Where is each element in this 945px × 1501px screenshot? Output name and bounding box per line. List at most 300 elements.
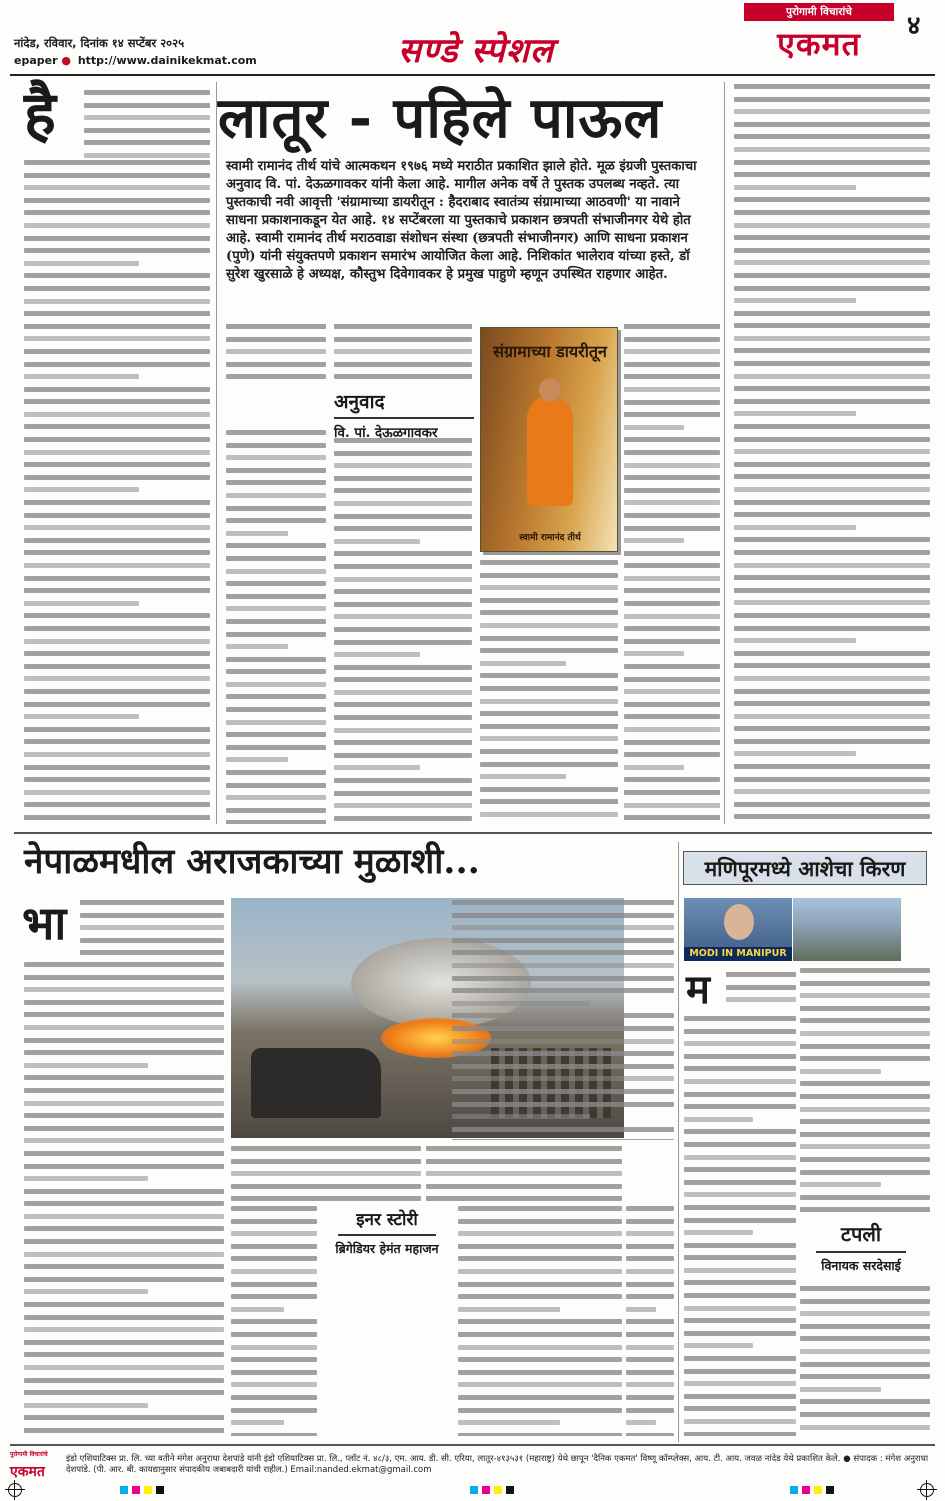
text-line [458,1370,622,1375]
article1-dropcap: है [24,79,56,149]
swami-portrait [527,396,573,506]
text-line [452,1013,674,1018]
text-line [624,362,720,367]
text-line [24,311,210,316]
text-line [734,185,856,190]
text-line [624,500,720,505]
text-line [734,286,930,291]
text-line [626,1332,674,1337]
text-line [734,223,930,228]
text-line [24,1226,224,1231]
text-line [624,702,720,707]
text-line [624,437,720,442]
text-line [226,606,326,611]
text-line [800,1374,930,1379]
text-line [734,386,930,391]
text-line [24,1264,224,1269]
text-line [334,614,472,619]
text-line [334,803,472,808]
text-line [24,286,210,291]
text-line [24,299,210,304]
text-line [684,1306,796,1311]
text-line [734,109,930,114]
text-line [24,1390,224,1395]
text-line [226,349,326,354]
color-swatch [494,1486,502,1494]
text-line [684,1205,796,1210]
article2-body-col2-top [231,1146,421,1202]
color-swatch [132,1486,140,1494]
text-line [684,1054,796,1059]
text-line [734,600,930,605]
text-line [624,425,684,430]
text-line [480,610,618,615]
article3-body-col1 [684,1016,796,1436]
text-line [624,626,720,631]
text-line [226,783,326,788]
text-line [226,374,326,379]
text-line [426,1146,622,1151]
text-line [334,337,472,342]
article1-body-col2-top [226,324,326,386]
text-line [226,455,326,460]
text-line [684,1192,796,1197]
text-line [734,84,930,89]
text-line [24,752,210,757]
article2-body-col2 [231,1206,317,1436]
imprint-footer [0,1450,945,1501]
text-line [231,1146,421,1151]
text-line [226,443,326,448]
text-line [800,1006,930,1011]
text-line [624,664,720,669]
text-line [231,1294,317,1299]
article3-body-col1-top [726,972,796,1012]
column-rule [678,842,679,1442]
text-line [734,487,930,492]
text-line [24,576,210,581]
text-line [734,424,930,429]
text-line [24,1126,224,1131]
text-line [624,790,720,795]
text-line [24,1315,224,1320]
text-line [24,802,210,807]
text-line [624,677,720,682]
text-line [334,765,420,770]
text-line [334,816,472,821]
text-line [452,1076,674,1081]
text-line [734,197,930,202]
text-line [684,1029,796,1034]
text-line [480,560,618,565]
text-line [480,812,618,817]
text-line [226,581,326,586]
book-cover-image [480,327,618,552]
text-line [624,349,720,354]
article3-body-col2 [800,968,930,1212]
text-line [624,513,720,518]
text-line [24,550,210,555]
text-line [24,1327,224,1332]
text-line [24,1025,224,1030]
text-line [734,147,930,152]
text-line [231,1357,317,1362]
text-line [231,1282,317,1287]
text-line [726,997,796,1002]
color-swatch [470,1486,478,1494]
text-line [80,950,224,955]
color-swatch [156,1486,164,1494]
text-line [334,728,472,733]
text-line [226,468,326,473]
text-line [624,337,720,342]
text-line [24,1365,224,1370]
text-line [452,925,674,930]
text-line [231,1244,317,1249]
text-line [734,323,930,328]
text-line [24,1415,224,1420]
text-line [480,724,618,729]
text-line [684,1318,796,1323]
text-line [684,1092,796,1097]
epaper-link[interactable] [14,54,257,67]
text-line [24,475,210,480]
text-line [231,1184,421,1189]
text-line [684,1280,796,1285]
text-line [24,613,210,618]
text-line [626,1345,674,1350]
text-line [734,210,930,215]
text-line [480,573,618,578]
text-line [334,791,472,796]
byline-rule [338,1234,436,1236]
text-line [800,1081,930,1086]
translation-label: अनुवाद [334,388,474,419]
text-line [24,651,210,656]
text-line [24,1164,224,1169]
text-line [226,619,326,624]
text-line [800,1299,930,1304]
text-line [24,727,210,732]
text-line [800,1044,930,1049]
text-line [684,1394,796,1399]
masthead [0,0,945,76]
article1-body-col2 [226,430,326,824]
text-line [800,1336,930,1341]
text-line [480,686,618,691]
text-line [734,374,930,379]
text-line [734,97,930,102]
footer-logo [10,1452,58,1480]
text-line [334,715,472,720]
text-line [800,1031,930,1036]
text-line [800,1362,930,1367]
text-line [458,1269,622,1274]
text-line [480,598,618,603]
color-swatch [144,1486,152,1494]
text-line [458,1382,622,1387]
text-line [452,1051,674,1056]
text-line [24,173,210,178]
color-swatch [826,1486,834,1494]
epaper-label: epaper [14,54,58,67]
article1-body-col3-top [334,324,472,384]
text-line [626,1357,674,1362]
text-line [231,1269,317,1274]
text-line [734,777,930,782]
registration-mark-icon [920,1483,934,1497]
article2-body-col3-top [426,1146,622,1202]
text-line [458,1294,622,1299]
text-line [226,757,288,762]
text-line [231,1219,317,1224]
text-line [24,1088,224,1093]
text-line [734,525,856,530]
text-line [334,451,472,456]
text-line [624,538,684,543]
text-line [24,198,210,203]
book-title: संग्रामाच्या डायरीतून [493,342,607,361]
text-line [24,399,210,404]
text-line [800,1170,930,1175]
byline-author: विनायक सरदेसाई [821,1258,901,1273]
text-line [626,1307,656,1312]
text-line [334,589,472,594]
text-line [84,153,210,158]
translator-name: वि. पां. देऊळगावकर [334,425,438,441]
text-line [24,975,224,980]
text-line [24,1113,224,1118]
text-line [452,1039,674,1044]
text-line [24,702,210,707]
text-line [800,1056,930,1061]
text-line [624,463,720,468]
text-line [480,749,618,754]
manipur-rally-photo [793,898,901,961]
text-line [626,1420,656,1425]
text-line [734,361,930,366]
text-line [734,751,856,756]
text-line [334,551,472,556]
text-line [624,765,684,770]
text-line [734,273,930,278]
text-line [734,437,930,442]
text-line [452,1026,674,1031]
text-line [734,550,930,555]
text-line [24,1340,224,1345]
text-line [626,1256,674,1261]
text-line [734,134,930,139]
article3-dropcap: म [686,966,710,1013]
text-line [458,1307,560,1312]
text-line [24,412,210,417]
text-line [226,337,326,342]
text-line [624,374,720,379]
text-line [226,518,326,523]
text-line [24,362,210,367]
text-line [624,387,720,392]
article3-byline [796,1220,926,1274]
text-line [231,1159,421,1164]
text-line [231,1231,317,1236]
text-line [226,324,326,329]
color-swatch [814,1486,822,1494]
text-line [734,411,856,416]
text-line [626,1282,674,1287]
text-line [24,1101,224,1106]
text-line [480,774,566,779]
text-line [734,764,930,769]
color-swatch [120,1486,128,1494]
text-line [226,531,288,536]
text-line [624,639,720,644]
text-line [24,223,210,228]
text-line [800,1119,930,1124]
article2-byline [322,1207,452,1257]
text-line [24,777,210,782]
text-line [800,1069,881,1074]
text-line [684,1255,796,1260]
text-line [800,1286,930,1291]
text-line [684,1041,796,1046]
text-line [334,677,472,682]
text-line [226,657,326,662]
article1-body-col4 [480,560,618,824]
text-line [734,537,930,542]
text-line [24,1302,224,1307]
text-line [800,1311,930,1316]
color-swatch [506,1486,514,1494]
text-line [226,732,326,737]
text-line [624,727,720,732]
text-line [626,1231,674,1236]
article2-body-col1-top [80,900,224,960]
text-line [624,740,720,745]
text-line [458,1244,622,1249]
text-line [452,938,674,943]
text-line [684,1432,796,1436]
text-line [334,690,472,695]
text-line [452,1139,674,1140]
text-line [684,1129,796,1134]
text-line [24,261,139,266]
text-line [24,765,210,770]
text-line [24,626,210,631]
text-line [800,1412,930,1417]
text-line [458,1345,622,1350]
text-line [734,512,930,517]
text-line [226,770,326,775]
text-line [24,790,210,795]
text-line [684,1369,796,1374]
text-line [800,1387,881,1392]
section-title: सण्डे स्पेशल [398,31,554,71]
text-line [231,1307,284,1312]
text-line [452,988,674,993]
text-line [24,1239,224,1244]
text-line [80,938,224,943]
text-line [226,480,326,485]
text-line [800,1157,930,1162]
text-line [452,1064,674,1069]
text-line [734,235,930,240]
text-line [800,1094,930,1099]
text-line [624,563,720,568]
text-line [426,1184,622,1189]
byline-author: ब्रिगेडियर हेमंत महाजन [335,1241,439,1256]
text-line [800,1207,930,1212]
text-line [626,1382,674,1387]
text-line [684,1356,796,1361]
text-line [24,1252,224,1257]
text-line [734,714,930,719]
text-line [24,714,139,719]
text-line [480,636,618,641]
text-line [734,399,930,404]
article2-body-col4 [452,900,674,1140]
text-line [24,525,210,530]
text-line [226,682,326,687]
edition-date: नांदेड, रविवार, दिनांक १४ सप्टेंबर २०२५ [14,36,185,50]
text-line [734,474,930,479]
text-line [231,1433,317,1436]
text-line [24,236,210,241]
text-line [24,1050,224,1055]
text-line [480,585,618,590]
text-line [800,1195,930,1200]
caption-part-2: MANIPUR [736,948,787,959]
text-line [684,1142,796,1147]
text-line [734,563,930,568]
photo-caption [684,947,792,961]
text-line [24,248,210,253]
text-line [226,556,326,561]
text-line [624,815,720,820]
text-line [734,701,930,706]
byline-label: टपली [840,1222,882,1246]
text-line [684,1167,796,1172]
translation-credit [334,388,474,441]
text-line [24,1176,148,1181]
text-line [458,1357,622,1362]
paper-tagline: पुरोगामी विचारांचे [744,3,894,21]
text-line [334,488,472,493]
text-line [80,925,224,930]
text-line [24,387,210,392]
column-rule [216,82,217,824]
text-line [800,1018,930,1023]
text-line [684,1104,796,1109]
text-line [480,661,566,666]
website-url[interactable]: http://www.dainikekmat.com [77,54,257,67]
text-line [231,1382,317,1387]
text-line [734,739,930,744]
text-line [24,1151,224,1156]
text-line [231,1206,317,1211]
text-line [800,1324,930,1329]
article3-body-col2-bottom [800,1286,930,1436]
text-line [231,1345,317,1350]
article1-headline: लातूर - पहिले पाऊल [218,85,663,151]
text-line [624,614,720,619]
text-line [734,298,856,303]
text-line [626,1370,674,1375]
paper-logo [744,3,894,69]
text-line [480,711,618,716]
text-line [452,976,674,981]
text-line [734,626,930,631]
text-line [231,1196,421,1201]
